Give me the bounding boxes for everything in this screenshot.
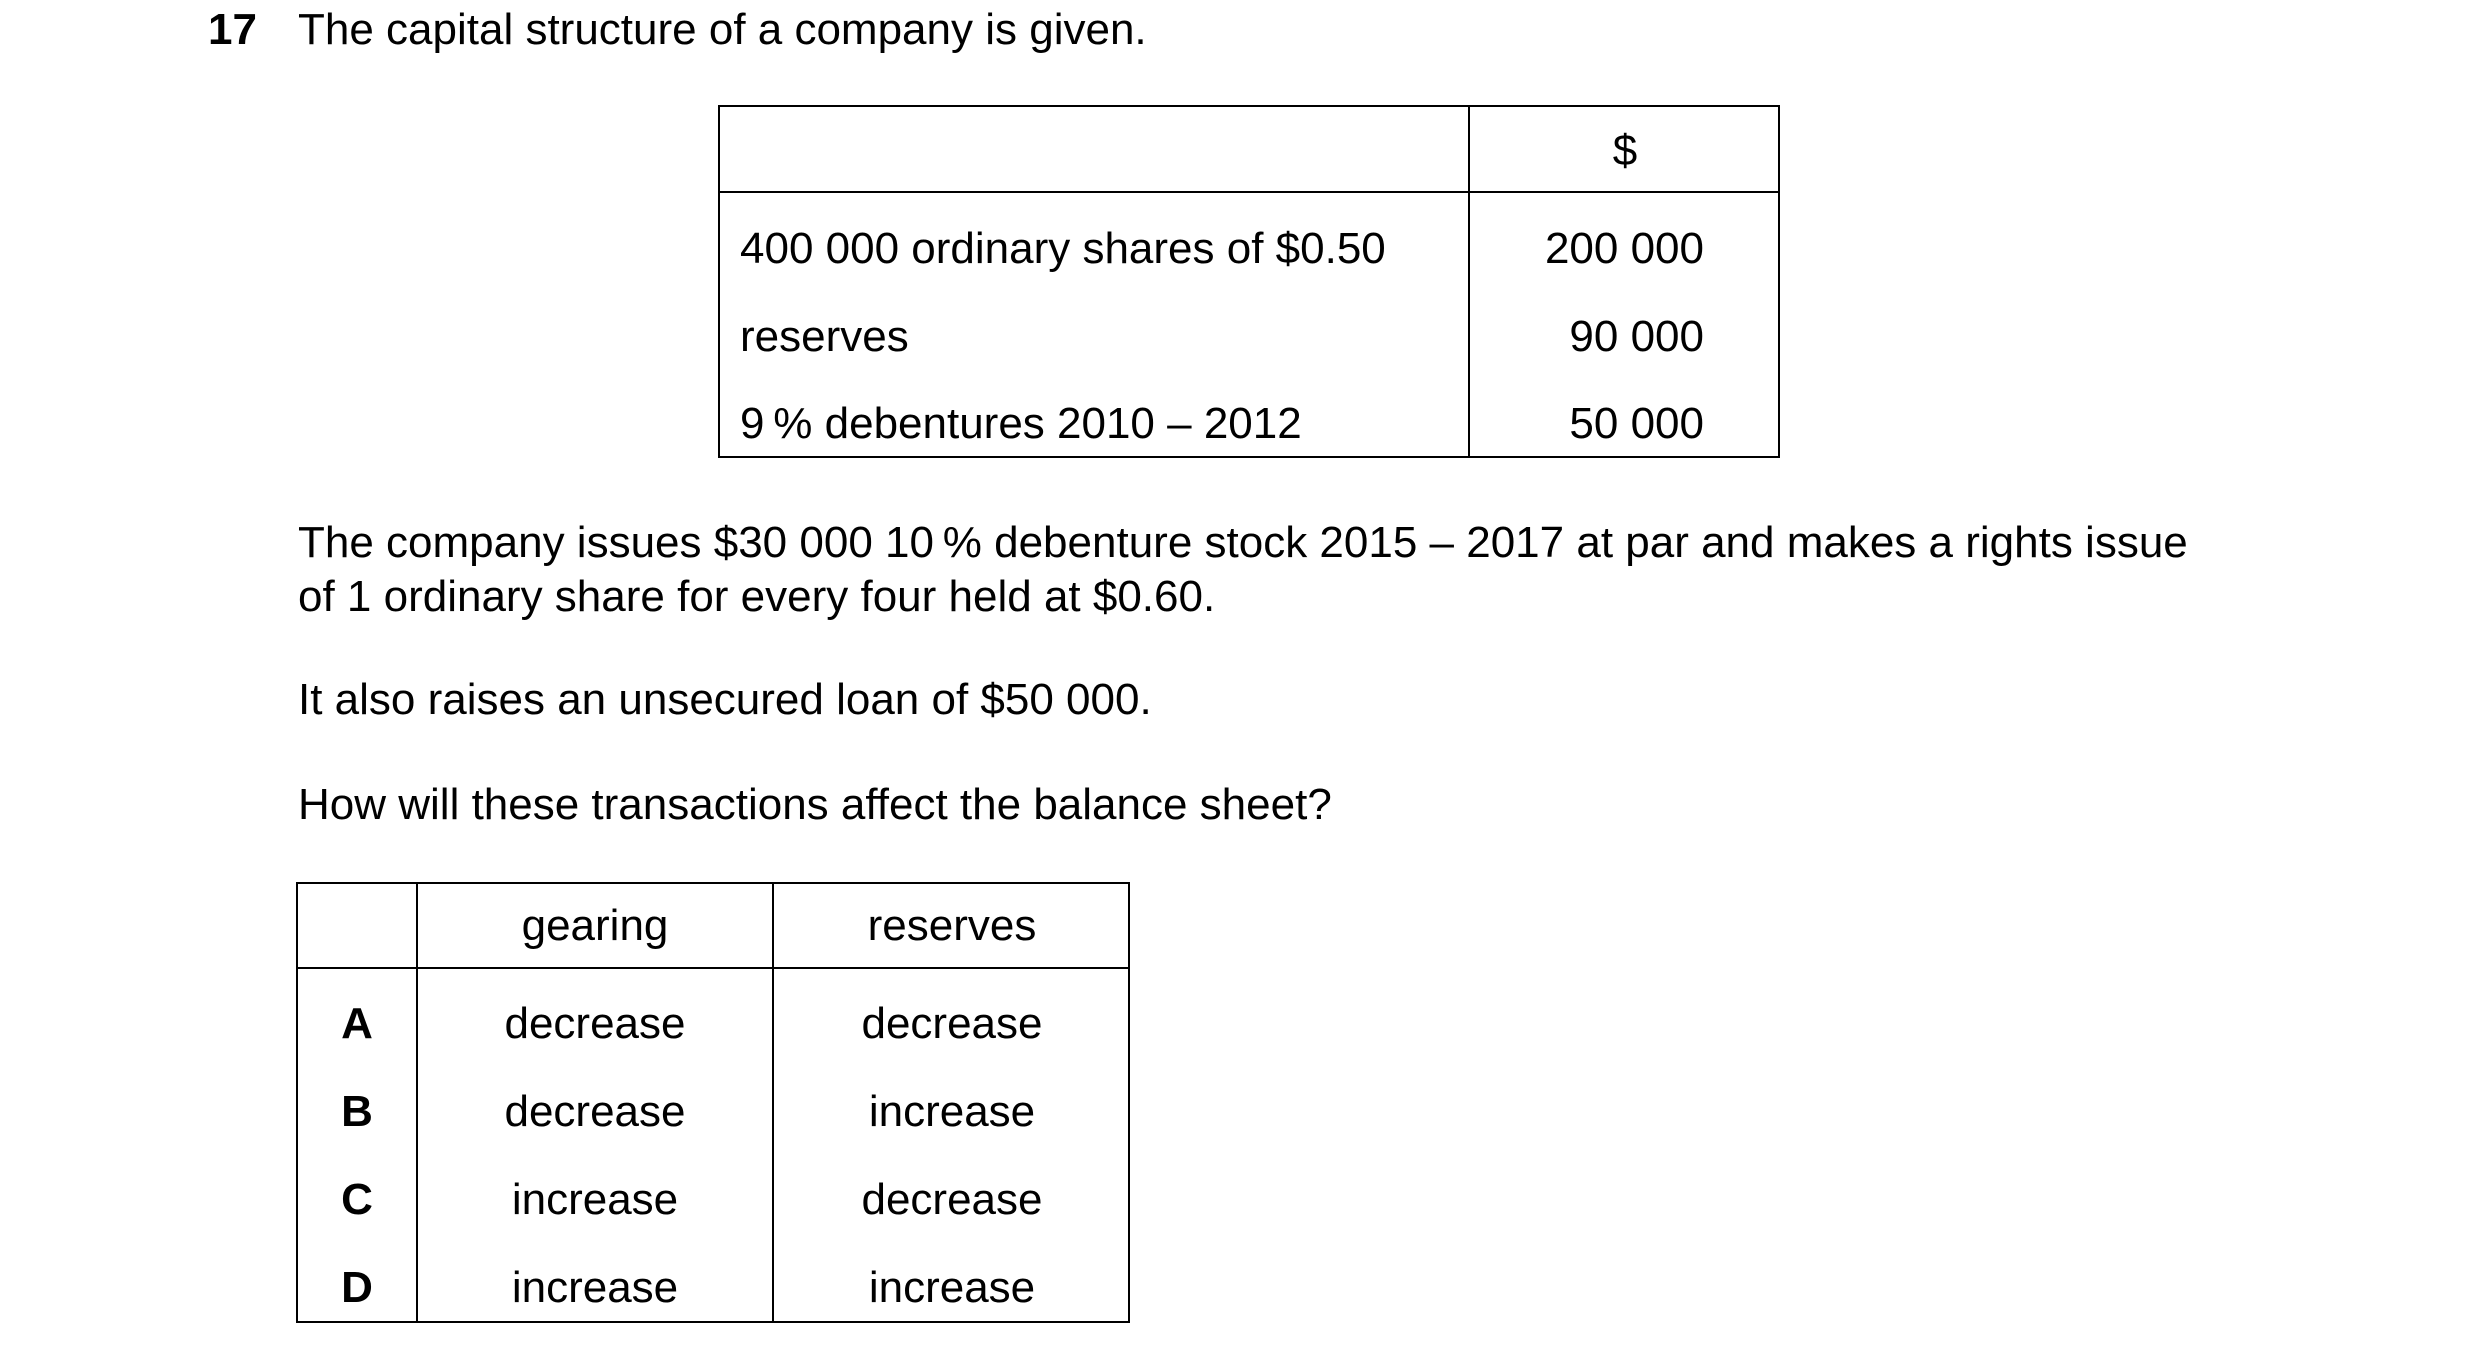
question-prompt: How will these transactions affect the balance sheet?: [298, 780, 1332, 829]
table-header-divider: [720, 191, 1778, 193]
option-c-reserves: decrease: [861, 1175, 1043, 1224]
capital-item-shares: 400 000 ordinary shares of $0.50: [740, 224, 1386, 273]
answer-options-table: [296, 882, 1130, 1323]
table-header-divider: [298, 967, 1128, 969]
capital-amount-debentures: 50 000: [1569, 399, 1704, 448]
option-letter-c[interactable]: C: [341, 1175, 373, 1224]
option-b-reserves: increase: [868, 1087, 1036, 1136]
reserves-column-header: reserves: [867, 901, 1037, 950]
option-a-gearing: decrease: [504, 999, 686, 1048]
option-letter-b[interactable]: B: [341, 1087, 373, 1136]
transaction-line-1: The company issues $30 000 10 % debenture stock 2015 – 2017 at par and makes a rights issue: [298, 518, 2188, 567]
option-a-reserves: decrease: [861, 999, 1043, 1048]
gearing-column-header: gearing: [521, 901, 669, 950]
question-number: 17: [208, 5, 257, 54]
capital-structure-table: [718, 105, 1780, 458]
transaction-line-2: of 1 ordinary share for every four held at $0.60.: [298, 572, 1216, 621]
transaction-description: [298, 516, 2188, 624]
option-c-gearing: increase: [511, 1175, 679, 1224]
question-stem: The capital structure of a company is given.: [298, 5, 1147, 54]
capital-amount-shares: 200 000: [1544, 224, 1704, 273]
loan-description: It also raises an unsecured loan of $50 000.: [298, 675, 1152, 724]
option-letter-a[interactable]: A: [341, 999, 373, 1048]
option-b-gearing: decrease: [504, 1087, 686, 1136]
option-letter-d[interactable]: D: [341, 1263, 373, 1312]
amount-column-header: $: [1612, 126, 1638, 175]
option-d-gearing: increase: [511, 1263, 679, 1312]
capital-item-debentures: 9 % debentures 2010 – 2012: [740, 399, 1302, 448]
capital-item-reserves: reserves: [740, 312, 909, 361]
capital-amount-reserves: 90 000: [1569, 312, 1704, 361]
option-d-reserves: increase: [868, 1263, 1036, 1312]
